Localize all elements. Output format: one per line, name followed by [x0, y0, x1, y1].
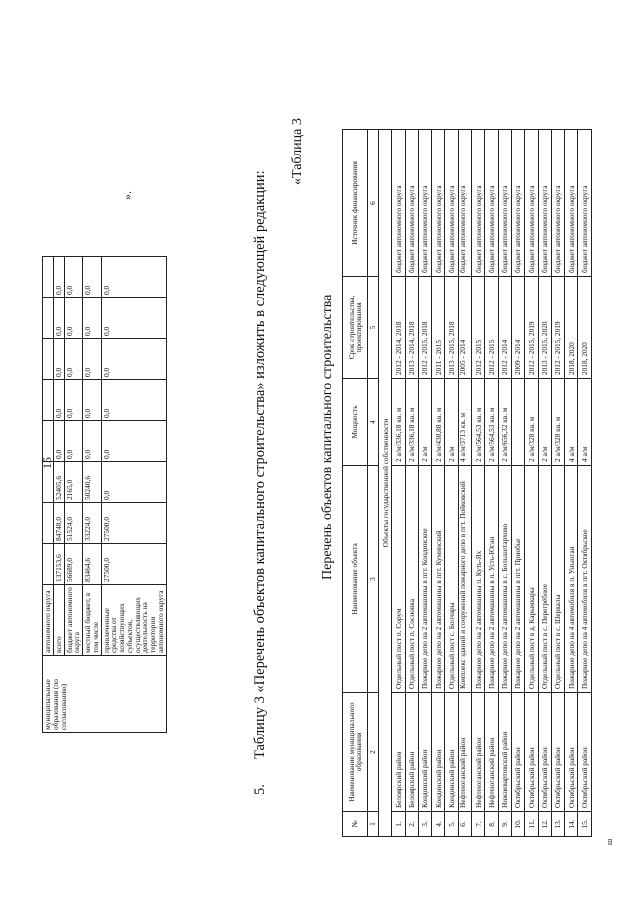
table-row — [392, 130, 405, 837]
table-label: «Таблица 3 — [290, 118, 305, 185]
capacity: 2 а/м — [538, 379, 551, 466]
row-number: 3. — [418, 812, 431, 837]
table-row — [445, 130, 458, 837]
header-funding: Источник финансирования — [343, 130, 368, 277]
municipality: Октябрьский район — [525, 693, 538, 812]
financing-value — [43, 380, 54, 421]
object-name: Отдельный пост в с. Перегрёбное — [538, 466, 551, 693]
column-number: 1 — [368, 812, 379, 837]
financing-value — [43, 503, 54, 544]
capacity: 4 а/м/3713 кв. м — [458, 379, 471, 466]
funding-source: бюджет автономного округа — [485, 130, 498, 277]
financing-value: 27500,0 — [101, 544, 166, 585]
capacity: 4 а/м — [565, 379, 578, 466]
funding-source: бюджет автономного округа — [472, 130, 485, 277]
section-title: Объекты государственной собственности — [379, 130, 392, 837]
financing-value — [43, 257, 54, 298]
capacity: 2 а/м/336,18 кв. м — [405, 379, 418, 466]
financing-value: 56689,0 — [64, 544, 83, 585]
period: 2013 - 2014, 2018 — [405, 277, 418, 379]
municipality: Кондинский район — [432, 693, 445, 812]
period: 2012 - 2015, 2019 — [551, 277, 564, 379]
footer-mark: ш — [605, 838, 614, 845]
capacity: 2 а/м/336,18 кв. м — [392, 379, 405, 466]
table-row — [565, 130, 578, 837]
closing-quote: ». — [120, 191, 134, 200]
financing-value: 0,0 — [53, 339, 64, 380]
column-number: 2 — [368, 693, 379, 812]
funding-source: бюджет автономного округа — [551, 130, 564, 277]
financing-value: 51524,0 — [64, 503, 83, 544]
financing-value: 137153,6 — [53, 544, 64, 585]
financing-label: привлеченные средства от хозяйствующих субъектов, осуществляющих деятельность на территории автономного округа — [101, 585, 166, 656]
period: 2009 - 2014 — [511, 277, 524, 379]
municipality: Октябрьский район — [578, 693, 591, 812]
financing-value: 0,0 — [53, 421, 64, 462]
municipality: Белоярский район — [392, 693, 405, 812]
funding-source: бюджет автономного округа — [432, 130, 445, 277]
financing-value: 50240,6 — [83, 462, 102, 503]
funding-source: бюджет автономного округа — [392, 130, 405, 277]
funding-source: бюджет автономного округа — [445, 130, 458, 277]
financing-value: 33224,0 — [83, 503, 102, 544]
object-name: Пожарное депо на 2 автомашины в п. Усть-Юган — [485, 466, 498, 693]
column-number: 5 — [368, 277, 379, 379]
financing-row — [43, 257, 54, 733]
funding-source: бюджет автономного округа — [578, 130, 591, 277]
column-number: 3 — [368, 466, 379, 693]
object-name: Пожарное депо на 4 автомобиля в п. Унъюган — [565, 466, 578, 693]
funding-source: бюджет автономного округа — [565, 130, 578, 277]
funding-source: бюджет автономного округа — [458, 130, 471, 277]
financing-value — [43, 462, 54, 503]
header-number: № — [343, 812, 368, 837]
capacity: 2 а/м/564,53 кв. м — [472, 379, 485, 466]
page-number: 15 — [40, 457, 54, 469]
financing-value: 2165,0 — [64, 462, 83, 503]
financing-value: 0,0 — [101, 380, 166, 421]
object-name: Отдельный пост с. Болчары — [445, 466, 458, 693]
row-number: 2. — [405, 812, 418, 837]
capacity: 2 а/м — [445, 379, 458, 466]
table-row — [551, 130, 564, 837]
capacity: 2 а/м/564,53 кв. м — [485, 379, 498, 466]
financing-value: 0,0 — [64, 298, 83, 339]
financing-value: 0,0 — [83, 380, 102, 421]
object-name: Отдельный пост п. Сосновка — [405, 466, 418, 693]
financing-value: 84748,0 — [53, 503, 64, 544]
financing-value — [43, 339, 54, 380]
object-name: Пожарное депо на 2 автомашины в пгт. Приобье — [511, 466, 524, 693]
municipality: Октябрьский район — [511, 693, 524, 812]
capacity: 2 а/м/328 кв. м — [551, 379, 564, 466]
financing-value — [43, 544, 54, 585]
row-number: 8. — [485, 812, 498, 837]
financing-value — [43, 421, 54, 462]
period: 2012 - 2015, 2019 — [525, 277, 538, 379]
section-row — [379, 130, 392, 837]
object-name: Отдельный пост в с. Шеркалы — [551, 466, 564, 693]
row-number: 15. — [578, 812, 591, 837]
item-number: 5. — [252, 784, 268, 795]
period: 2013 - 2015, 2018 — [445, 277, 458, 379]
capacity — [511, 379, 524, 466]
row-number: 7. — [472, 812, 485, 837]
row-number: 4. — [432, 812, 445, 837]
financing-value: 27500,0 — [101, 503, 166, 544]
row-number: 1. — [392, 812, 405, 837]
object-name: Пожарное депо на 2 автомашины в пгт. Кондинское — [418, 466, 431, 693]
object-name: Пожарное депо на 2 автомашины п. Куть-Ях — [472, 466, 485, 693]
municipality: Кондинский район — [445, 693, 458, 812]
financing-label: бюджет автономного округа — [64, 585, 83, 656]
row-number: 12. — [538, 812, 551, 837]
table-row — [578, 130, 591, 837]
item-text: Таблицу 3 «Перечень объектов капитального строительства» изложить в следующей редакции: — [252, 170, 268, 759]
header-municipality: Наименование муниципального образования — [343, 693, 368, 812]
header-period: Срок строительства, проектирования — [343, 277, 368, 379]
object-name: Отдельный пост п. Сорум — [392, 466, 405, 693]
table-row — [472, 130, 485, 837]
row-number: 14. — [565, 812, 578, 837]
period: 2012 - 2015, 2018 — [418, 277, 431, 379]
period: 2012 - 2014 — [498, 277, 511, 379]
funding-source: бюджет автономного округа — [498, 130, 511, 277]
capacity: 2 а/м — [418, 379, 431, 466]
period: 2005 - 2014 — [458, 277, 471, 379]
financing-value: 0,0 — [53, 257, 64, 298]
period: 2011 - 2015 — [432, 277, 445, 379]
municipality: Октябрьский район — [538, 693, 551, 812]
column-number: 4 — [368, 379, 379, 466]
table-row — [432, 130, 445, 837]
financing-value: 0,0 — [53, 380, 64, 421]
financing-value: 0,0 — [64, 257, 83, 298]
financing-value — [43, 298, 54, 339]
header-object: Наименование объекта — [343, 466, 368, 693]
financing-value: 0,0 — [83, 339, 102, 380]
financing-value: 0,0 — [83, 257, 102, 298]
object-name: Пожарное депо на 2 автомашины в с. Большетархово — [498, 466, 511, 693]
column-number-row — [368, 130, 379, 837]
table-row — [538, 130, 551, 837]
financing-label: автономного округа — [43, 585, 54, 656]
continued-financing-table — [42, 256, 167, 733]
row-number: 11. — [525, 812, 538, 837]
financing-value: 0,0 — [101, 298, 166, 339]
object-name: Пожарное депо на 2 автомашины в пгт. Куминский — [432, 466, 445, 693]
municipality: Нижневартовский район — [498, 693, 511, 812]
financing-value: 0,0 — [101, 339, 166, 380]
period: 2013 - 2015, 2020 — [538, 277, 551, 379]
financing-value: 0,0 — [101, 462, 166, 503]
capacity: 2 а/м/656,32 кв. м — [498, 379, 511, 466]
financing-value: 0,0 — [101, 257, 166, 298]
capacity: 2 а/м/438,88 кв. м — [432, 379, 445, 466]
capacity: 4 а/м — [578, 379, 591, 466]
table-title: Перечень объектов капитального строительства — [320, 294, 335, 580]
financing-label: всего — [53, 585, 64, 656]
row-number: 9. — [498, 812, 511, 837]
table-row — [458, 130, 471, 837]
period: 2018, 2020 — [578, 277, 591, 379]
period: 2018, 2020 — [565, 277, 578, 379]
funding-source: бюджет автономного округа — [538, 130, 551, 277]
header-row — [343, 130, 368, 837]
amendment-item — [252, 170, 269, 795]
table-row — [405, 130, 418, 837]
row-number: 6. — [458, 812, 471, 837]
object-name: Пожарное депо на 4 автомобиля в пгт. Октябрьское — [578, 466, 591, 693]
period: 2012 - 2015 — [472, 277, 485, 379]
municipality: Нефтеюганский район — [458, 693, 471, 812]
municipality: Октябрьский район — [565, 693, 578, 812]
municipality: Нефтеюганский район — [485, 693, 498, 812]
financing-value: 0,0 — [64, 380, 83, 421]
municipality: Нефтеюганский район — [472, 693, 485, 812]
table-row — [525, 130, 538, 837]
period: 2012 - 2015 — [485, 277, 498, 379]
funding-source: бюджет автономного округа — [418, 130, 431, 277]
table-row — [498, 130, 511, 837]
financing-value: 52405,6 — [53, 462, 64, 503]
financing-value: 0,0 — [53, 298, 64, 339]
municipality: Октябрьский район — [551, 693, 564, 812]
funding-source: бюджет автономного округа — [525, 130, 538, 277]
financing-value: 0,0 — [101, 421, 166, 462]
financing-value: 0,0 — [64, 421, 83, 462]
financing-label: местный бюджет, в том числе — [83, 585, 102, 656]
financing-value: 83464,6 — [83, 544, 102, 585]
financing-value: 0,0 — [83, 298, 102, 339]
capital-construction-table — [342, 129, 592, 837]
row-number: 13. — [551, 812, 564, 837]
funding-source: бюджет автономного округа — [511, 130, 524, 277]
object-name: Комплекс зданий и сооружений пожарного депо в пгт. Пойковский — [458, 466, 471, 693]
object-name: Отдельный пост в д. Карымкары — [525, 466, 538, 693]
table-row — [418, 130, 431, 837]
table-row — [511, 130, 524, 837]
row-number: 5. — [445, 812, 458, 837]
municipality: Кондинский район — [418, 693, 431, 812]
row-number: 10. — [511, 812, 524, 837]
financing-value: 0,0 — [64, 339, 83, 380]
header-capacity: Мощность — [343, 379, 368, 466]
financing-value: 0,0 — [83, 421, 102, 462]
capacity: 2 а/м/328 кв. м — [525, 379, 538, 466]
period: 2012 - 2014, 2018 — [392, 277, 405, 379]
funding-source: бюджет автономного округа — [405, 130, 418, 277]
column-number: 6 — [368, 130, 379, 277]
municipality: Белоярский район — [405, 693, 418, 812]
municipal-label-cell: муниципальные образования (по согласованию) — [43, 656, 167, 733]
table-row — [485, 130, 498, 837]
